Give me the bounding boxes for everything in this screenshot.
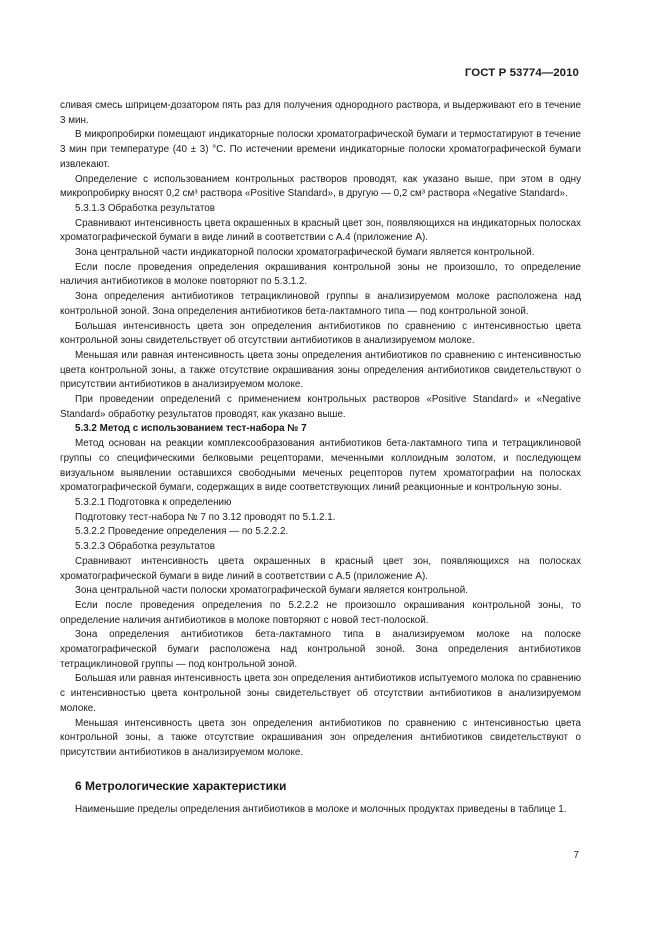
paragraph: Меньшая или равная интенсивность цвета зоны определения антибиотиков по сравнению с интенсивностью цвета контрольной зоны, а также отсутствие окрашивания зоны определения антибиотиков свидетельствуют о присутствии антибиотиков в анализируемом молоке. (60, 349, 581, 391)
paragraph: Наименьшие пределы определения антибиотиков в молоке и молочных продуктах приведены в таблице 1. (75, 803, 567, 815)
paragraph: Определение с использованием контрольных растворов проводят, как указано выше, при этом в одну микропробирку вносят 0,2 см³ раствора «Positive Standard», в другую — 0,2 см³ раствора «Negative Standard». (60, 173, 581, 200)
paragraph: В микропробирки помещают индикаторные полоски хроматографической бумаги и термостатируют в течение 3 мин при температуре (40 ± 3) °С. По истечении времени индикаторные полоски хроматографической бумаги извлекают. (60, 129, 581, 170)
subsection-heading: 5.3.2.3 Обработка результатов (75, 541, 215, 553)
subsection-heading: 5.3.2.1 Подготовка к определению (75, 496, 232, 508)
paragraph: Метод основан на реакции комплексообразования антибиотиков бета-лактамного типа и тетрациклиновой группы со специфическими белковыми рецепторами, меченными коллоидным золотом, и последующем визуальном выявлении оставшихся свободными меченых рецепторов путем хроматографии на полосках хроматографической бумаги, содержащих в виде соответствующих линий реакционные и контрольную зоны. (60, 438, 581, 494)
paragraph: При проведении определений с применением контрольных растворов «Positive Standard» и «Negative Standard» обработку результатов проводят, как указано выше. (60, 394, 581, 420)
paragraph: Подготовку тест-набора № 7 по 3.12 проводят по 5.1.2.1. (75, 511, 336, 523)
paragraph: Меньшая интенсивность цвета зон определения антибиотиков по сравнению с интенсивностью цвета контрольной зоны, а также отсутствие окрашивания зон определения антибиотиков свидетельствуют о присутствии антибиотиков в анализируемом молоке. (60, 717, 581, 758)
paragraph: Зона определения антибиотиков тетрациклиновой группы в анализируемом молоке расположена над контрольной зоной. Зона определения антибиотиков бета-лактамного типа — под контрольной зоной. (60, 291, 581, 317)
paragraph: Зона определения антибиотиков бета-лактамного типа в анализируемом молоке на полоске хроматографической бумаги расположена над контрольной зоной. Зона определения антибиотиков тетрациклиновой группы — под контрольной зоной. (60, 629, 581, 670)
subsection-heading-bold: 5.3.2 Метод с использованием тест-набора № 7 (75, 423, 307, 435)
document-header: ГОСТ Р 53774—2010 (464, 67, 579, 79)
paragraph: Большая или равная интенсивность цвета зон определения антибиотиков испытуемого молока по сравнению с интенсивностью цвета контрольной зоны свидетельствует об отсутствии антибиотиков в анализируемом молоке. (60, 673, 581, 714)
page-number: 7 (573, 850, 579, 861)
paragraph: Сравнивают интенсивность цвета окрашенных в красный цвет зон, появляющихся на полосках хроматографической бумаги в виде линий в соответствии с А.5 (приложение А). (60, 555, 581, 582)
paragraph-continuation: сливая смесь шприцем-дозатором пять раз для получения однородного раствора, и выдерживают его в течение 3 мин. (60, 100, 581, 126)
subsection-heading: 5.3.1.3 Обработка результатов (75, 202, 215, 214)
paragraph: Большая интенсивность цвета зон определения антибиотиков по сравнению с интенсивностью цвета контрольной зоны свидетельствует об отсутствии антибиотиков в анализируемом молоке. (60, 320, 581, 347)
paragraph: Сравнивают интенсивность цвета окрашенных в красный цвет зон, появляющихся на индикаторных полосках хроматографической бумаги в виде линий в соответствии с А.4 (приложение А). (60, 217, 581, 244)
section-title: 6 Метрологические характеристики (75, 778, 287, 793)
paragraph: Зона центральной части полоски хроматографической бумаги является контрольной. (75, 585, 469, 597)
document-body (60, 99, 581, 817)
paragraph: Если после проведения определения по 5.2.2.2 не произошло окрашивания контрольной зоны, то определение наличия антибиотиков в молоке повторяют с новой тест-полоской. (60, 599, 581, 626)
paragraph: Если после проведения определения окрашивания контрольной зоны не произошло, то определение наличия антибиотиков в молоке повторяют по 5.3.1.2. (60, 261, 581, 288)
subsection-heading: 5.3.2.2 Проведение определения — по 5.2.2.2. (75, 526, 289, 538)
paragraph: Зона центральной части индикаторной полоски хроматографической бумаги является контрольной. (75, 247, 535, 259)
